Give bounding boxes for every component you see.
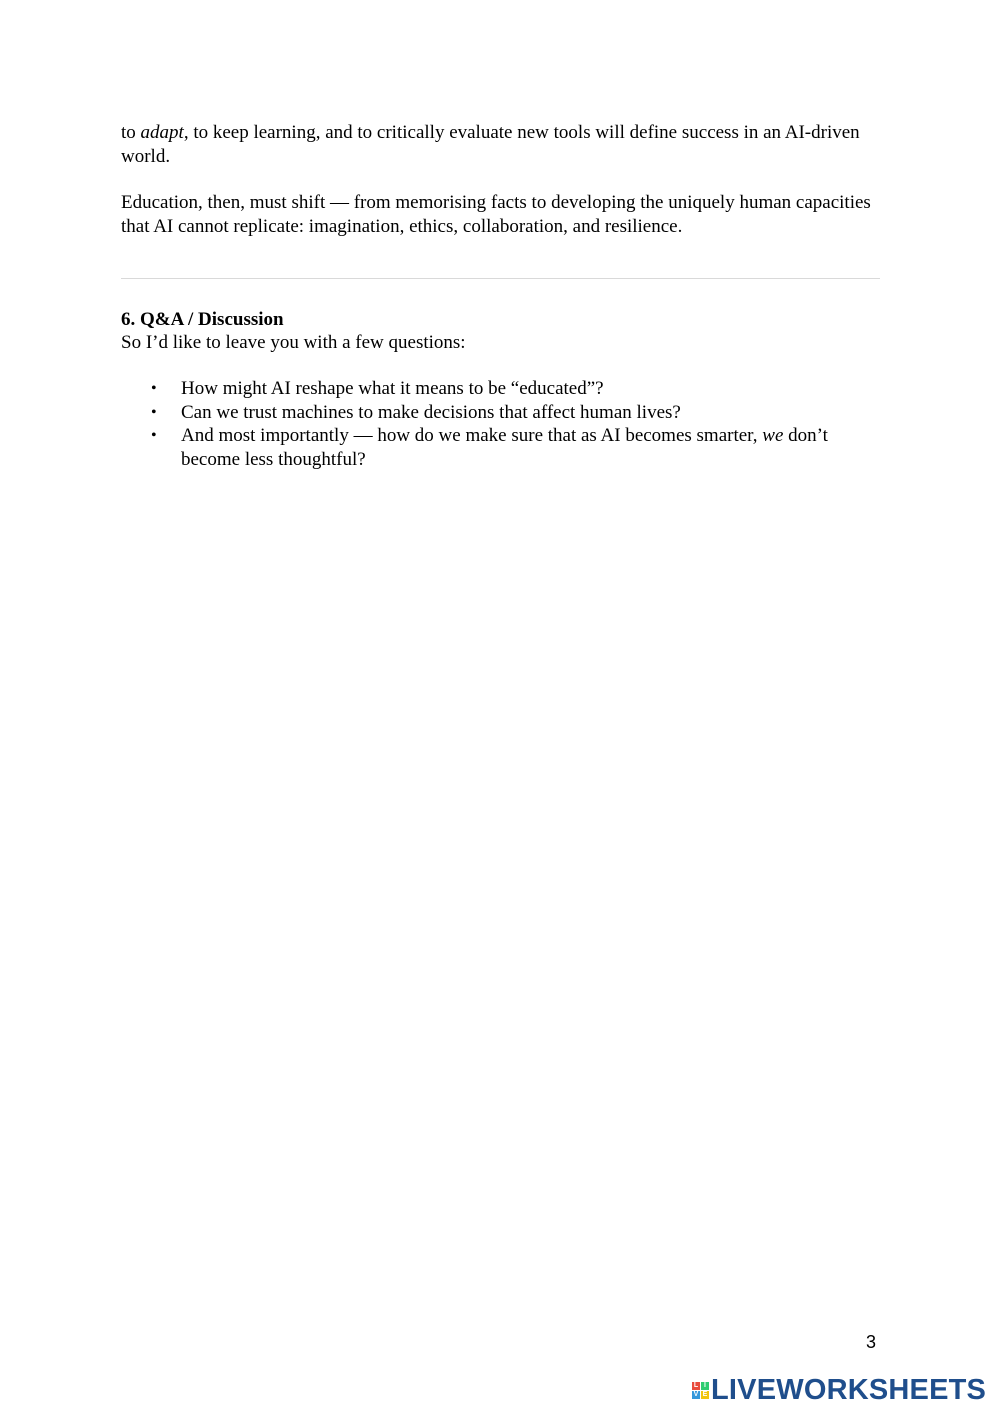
liveworksheets-logo — [692, 1374, 986, 1406]
question-list — [121, 377, 881, 471]
page-number: 3 — [866, 1332, 877, 1352]
paragraph-rest: , to keep learning, and to critically evaluate new tools will define success in an AI-driven world. — [121, 122, 860, 167]
logo-mark-icon — [692, 1382, 709, 1399]
emphasized-word: adapt — [140, 122, 184, 143]
paragraph-lead: to — [121, 122, 141, 143]
question-text: How might AI reshape what it means to be “educated”? — [181, 378, 604, 399]
body-paragraph — [121, 121, 881, 168]
logo-mark-letter: L — [693, 1381, 699, 1389]
list-item — [121, 424, 881, 471]
logo-mark-letter: V — [693, 1390, 699, 1398]
list-item — [121, 401, 881, 425]
body-paragraph: Education, then, must shift — from memorising facts to developing the uniquely human capacities that AI cannot replicate: imagination, ethics, collaboration, and resilience. — [121, 192, 871, 237]
emphasized-word: we — [762, 425, 784, 446]
question-text-after: don’t become less thoughtful? — [181, 425, 828, 470]
logo-mark-letter: E — [702, 1390, 708, 1398]
question-text: Can we trust machines to make decisions that affect human lives? — [181, 401, 681, 423]
section-intro: So I’d like to leave you with a few questions: — [121, 332, 466, 353]
logo-mark-letter: I — [701, 1382, 709, 1390]
logo-text: LIVEWORKSHEETS — [711, 1374, 987, 1406]
list-item — [121, 377, 881, 401]
bullet-icon: • — [151, 403, 157, 421]
horizontal-divider — [121, 278, 880, 279]
bullet-icon: • — [151, 427, 157, 444]
question-text-before: And most importantly — how do we make sure that as AI becomes smarter, — [181, 425, 763, 446]
section-heading: 6. Q&A / Discussion — [121, 309, 284, 330]
bullet-icon: • — [151, 380, 157, 397]
